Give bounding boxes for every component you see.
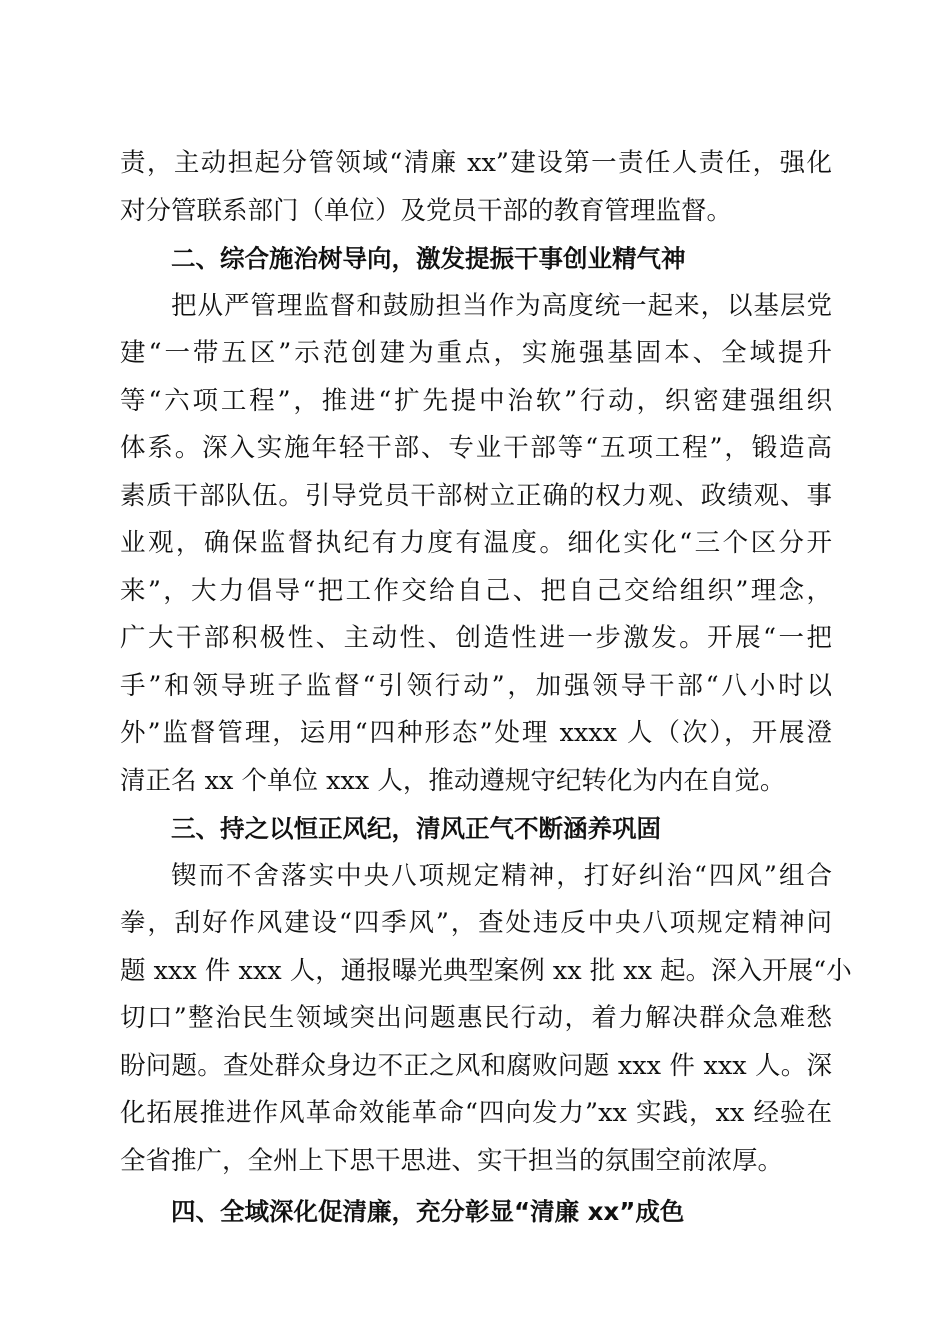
document-body bbox=[120, 140, 852, 1236]
text-line: 等“六项工程”，推进“扩先提中治软”行动，织密建强组织 bbox=[120, 385, 832, 416]
text-line: 素质干部队伍。引导党员干部树立正确的权力观、政绩观、事 bbox=[120, 480, 832, 511]
text-line: 清正名 xx 个单位 xxx 人，推动遵规守纪转化为内在自觉。 bbox=[120, 765, 786, 796]
text-line: 锲而不舍落实中央八项规定精神，打好纠治“四风”组合 bbox=[171, 860, 832, 891]
section-heading-2: 二、综合施治树导向，激发提振干事创业精气神 bbox=[171, 244, 686, 273]
text-line: 化拓展推进作风革命效能革命“四向发力”xx 实践，xx 经验在 bbox=[120, 1098, 832, 1128]
paragraph-section-2 bbox=[120, 283, 832, 806]
text-line: 手”和领导班子监督“引领行动”，加强领导干部“八小时以 bbox=[120, 670, 832, 701]
section-heading-4: 四、全域深化促清廉，充分彰显“清廉 xx”成色 bbox=[171, 1197, 685, 1226]
text-line: 广大干部积极性、主动性、创造性进一步激发。开展“一把 bbox=[120, 623, 832, 653]
text-line: 外”监督管理，运用“四种形态”处理 xxxx 人（次），开展澄 bbox=[120, 718, 832, 748]
text-line: 来”，大力倡导“把工作交给自己、把自己交给组织”理念， bbox=[120, 575, 832, 606]
text-line: 业观，确保监督执纪有力度有温度。细化实化“三个区分开 bbox=[120, 528, 832, 558]
text-line: 全省推广，全州上下思干思进、实干担当的氛围空前浓厚。 bbox=[120, 1145, 784, 1176]
text-line: 对分管联系部门（单位）及党员干部的教育管理监督。 bbox=[120, 195, 733, 226]
section-heading-3: 三、持之以恒正风纪，清风正气不断涵养巩固 bbox=[171, 814, 661, 843]
text-line: 责，主动担起分管领域“清廉 xx”建设第一责任人责任，强化 bbox=[120, 148, 832, 178]
text-line: 拳，刮好作风建设“四季风”，查处违反中央八项规定精神问 bbox=[120, 908, 832, 938]
text-line: 切口”整治民生领域突出问题惠民行动，着力解决群众急难愁 bbox=[120, 1003, 832, 1033]
text-line: 盼问题。查处群众身边不正之风和腐败问题 xxx 件 xxx 人。深 bbox=[120, 1050, 832, 1081]
text-line: 把从严管理监督和鼓励担当作为高度统一起来，以基层党 bbox=[171, 290, 832, 321]
text-line: 建“一带五区”示范创建为重点，实施强基固本、全域提升 bbox=[120, 338, 832, 368]
text-line: 题 xxx 件 xxx 人，通报曝光典型案例 xx 批 xx 起。深入开展“小 bbox=[120, 955, 852, 986]
text-line: 体系。深入实施年轻干部、专业干部等“五项工程”，锻造高 bbox=[120, 433, 832, 463]
paragraph-responsibility bbox=[120, 140, 832, 235]
paragraph-section-3 bbox=[120, 853, 852, 1186]
